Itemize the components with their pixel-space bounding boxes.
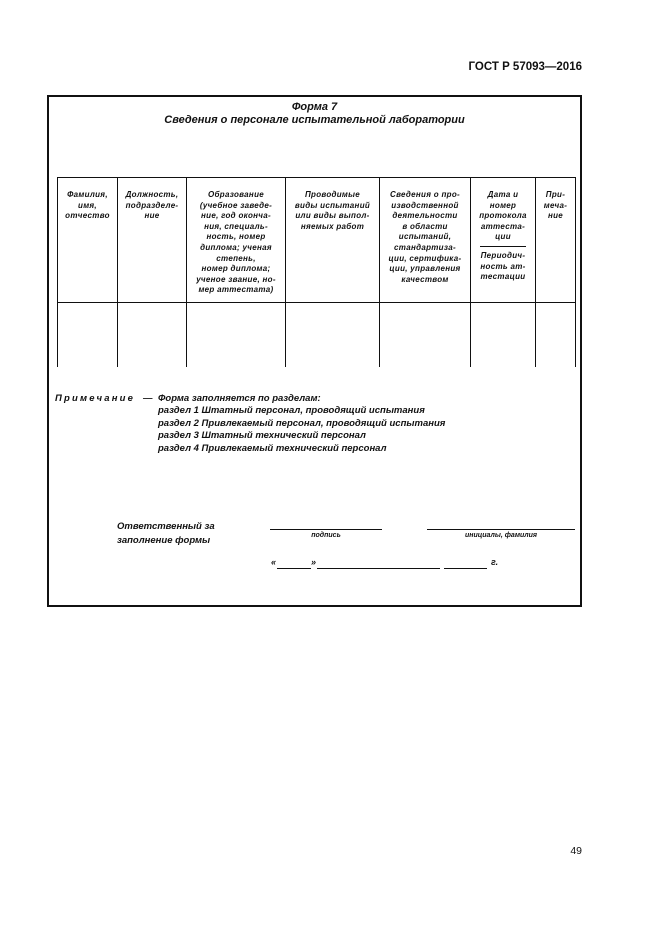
column-header-full-name <box>58 190 117 222</box>
header-line: диплома; ученая <box>200 242 272 252</box>
name-caption: инициалы, фамилия <box>464 532 538 539</box>
note-lines <box>158 393 445 455</box>
document-code: ГОСТ Р 57093—2016 <box>468 61 582 73</box>
header-line: в области <box>402 221 448 231</box>
header-line: Образование <box>207 190 265 199</box>
form-title: Сведения о персонале испытательной лаборатории <box>164 114 465 126</box>
personnel-table <box>57 177 576 367</box>
header-line: ность, номер <box>206 232 266 242</box>
header-line: ния, специаль- <box>204 221 268 231</box>
note-line: раздел 1 Штатный персонал, проводящий испытания <box>158 405 425 417</box>
form-frame <box>47 95 582 607</box>
header-line: (учебное заведе- <box>199 200 273 210</box>
header-line: Проводимые <box>304 190 361 199</box>
year-suffix: г. <box>491 557 499 567</box>
signature-caption: подпись <box>311 532 341 539</box>
date-year-line <box>444 568 487 569</box>
note-label: Примечание <box>55 393 136 404</box>
column-header-attestation <box>471 190 535 283</box>
form-title-block <box>49 101 580 127</box>
header-line: стандартиза- <box>394 242 456 252</box>
header-line: ность ат- <box>480 261 526 271</box>
header-line: ние <box>144 211 160 221</box>
note-line: Форма заполняется по разделам: <box>158 393 321 404</box>
header-line: аттеста- <box>480 221 526 231</box>
header-line: подразделе- <box>125 200 179 210</box>
form-number: Форма 7 <box>291 101 338 113</box>
header-line: Должность, <box>125 190 179 199</box>
header-line: Дата и <box>487 190 519 199</box>
header-line: степень, <box>216 253 256 263</box>
column-divider <box>575 178 576 367</box>
note-line: раздел 3 Штатный технический персонал <box>158 430 366 442</box>
responsible-label <box>117 520 215 547</box>
header-divider <box>57 302 576 303</box>
header-line: испытаний, <box>398 232 452 242</box>
header-line: тестации <box>480 272 526 282</box>
column-header-education <box>187 190 285 296</box>
page-number: 49 <box>570 845 582 857</box>
header-line: качеством <box>401 274 449 284</box>
date-day-line <box>277 568 311 569</box>
signature-line <box>270 529 382 530</box>
header-line: меча- <box>543 200 568 210</box>
header-line: ние, год оконча- <box>201 211 271 221</box>
header-line: имя, <box>78 200 97 210</box>
note-line: раздел 4 Привлекаемый технический персонал <box>158 442 387 454</box>
note-dash: — <box>143 393 153 404</box>
responsible-line: заполнение формы <box>117 534 211 546</box>
header-line: номер <box>489 200 517 210</box>
date-close-quote: » <box>311 557 317 567</box>
header-line: Периодич- <box>480 250 526 260</box>
column-header-test-types <box>286 190 379 232</box>
header-line: ние <box>547 211 564 221</box>
header-line: отчество <box>65 211 110 221</box>
header-line: Фамилия, <box>67 190 108 199</box>
date-month-line <box>317 568 440 569</box>
responsible-line: Ответственный за <box>117 521 215 532</box>
header-line: ции, сертифика- <box>388 253 462 263</box>
header-line: или виды выпол- <box>295 211 370 221</box>
header-line: няемых работ <box>300 221 365 231</box>
header-line: ции <box>495 232 511 242</box>
header-line: номер диплома; <box>201 264 271 274</box>
note-line: раздел 2 Привлекаемый персонал, проводящий испытания <box>158 417 446 429</box>
header-line: виды испытаний <box>294 200 371 210</box>
header-line: мер аттестата) <box>198 285 274 295</box>
header-line: ции, управления <box>389 264 461 274</box>
column-header-position <box>118 190 186 222</box>
header-line: При- <box>545 190 566 199</box>
header-line: изводственной <box>391 200 459 210</box>
column-header-note <box>536 190 575 222</box>
header-line: Сведения о про- <box>390 190 460 199</box>
header-line: протокола <box>479 211 527 221</box>
header-separator <box>480 246 526 247</box>
header-line: ученое звание, но- <box>196 274 276 284</box>
column-header-production-activity <box>380 190 470 285</box>
header-line: деятельности <box>392 211 458 221</box>
name-line <box>427 529 575 530</box>
date-open-quote: « <box>271 557 277 567</box>
